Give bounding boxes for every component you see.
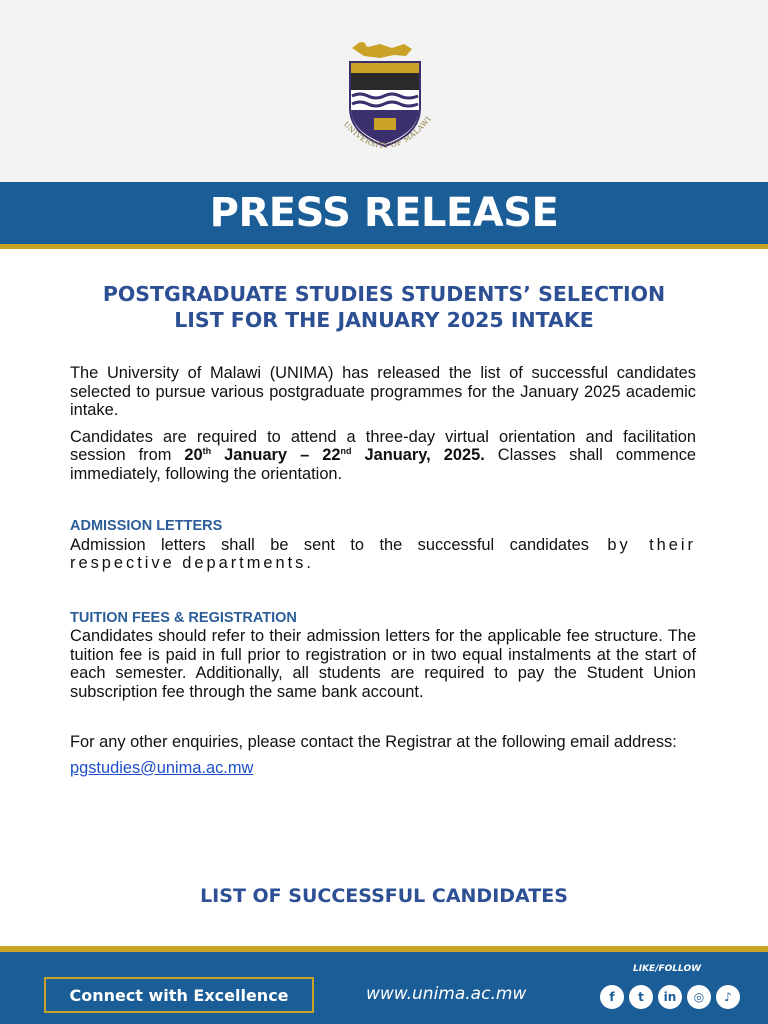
twitter-icon[interactable]: t	[629, 985, 653, 1009]
admission-letters-heading: ADMISSION LETTERS	[70, 518, 223, 534]
connect-with-excellence-badge: Connect with Excellence	[44, 977, 314, 1013]
linkedin-icon[interactable]: in	[658, 985, 682, 1009]
footer-bar	[0, 946, 768, 1024]
press-release-banner	[0, 182, 768, 249]
tuition-fees-heading: TUITION FEES & REGISTRATION	[70, 609, 297, 626]
orientation-dates: 20th January – 22nd January, 2025.	[184, 446, 485, 464]
email-link[interactable]: pgstudies@unima.ac.mw	[70, 758, 254, 777]
headline-line-2: LIST FOR THE JANUARY 2025 INTAKE	[174, 308, 594, 332]
website-link[interactable]: www.unima.ac.mw	[366, 984, 527, 1004]
press-release-title: PRESS RELEASE	[209, 190, 559, 236]
admission-letters-paragraph: Admission letters shall be sent to the successful candidates by their respective departments.	[70, 535, 696, 572]
intro-paragraph: The University of Malawi (UNIMA) has released the list of successful candidates selected to pursue various postgraduate programmes for the January 2025 academic intake.	[70, 364, 696, 419]
instagram-icon[interactable]: ◎	[687, 985, 711, 1009]
headline-line-1: POSTGRADUATE STUDIES STUDENTS’ SELECTION	[102, 282, 666, 306]
page-headline	[30, 281, 738, 333]
orientation-text-end: Classes shall commence immediately, following the orientation.	[70, 446, 697, 483]
social-icons	[600, 985, 740, 1009]
list-title: LIST OF SUCCESSFUL CANDIDATES	[200, 885, 568, 907]
university-crest-logo	[330, 38, 440, 162]
orientation-paragraph	[70, 428, 696, 484]
svg-text:UNIVERSITY OF MALAWI: UNIVERSITY OF MALAWI	[341, 114, 433, 151]
tuition-fees-paragraph: Candidates should refer to their admission letters for the applicable fee structure. The tuition fee is paid in full prior to registration or in two equal instalments at the start of each semester. Additionally, all students are required to pay the Student Union subscription fee through the same bank account.	[70, 627, 696, 701]
facebook-icon[interactable]: f	[600, 985, 624, 1009]
enquiries-paragraph: For any other enquiries, please contact the Registrar at the following email address:	[70, 733, 677, 751]
header-band	[0, 0, 768, 182]
tiktok-icon[interactable]: ♪	[716, 985, 740, 1009]
orientation-text-start: Candidates are required to attend a three-day virtual orientation and facilitation session from	[70, 427, 696, 464]
press-release-body	[70, 364, 696, 777]
like-follow-label: LIKE/FOLLOW	[633, 964, 702, 974]
